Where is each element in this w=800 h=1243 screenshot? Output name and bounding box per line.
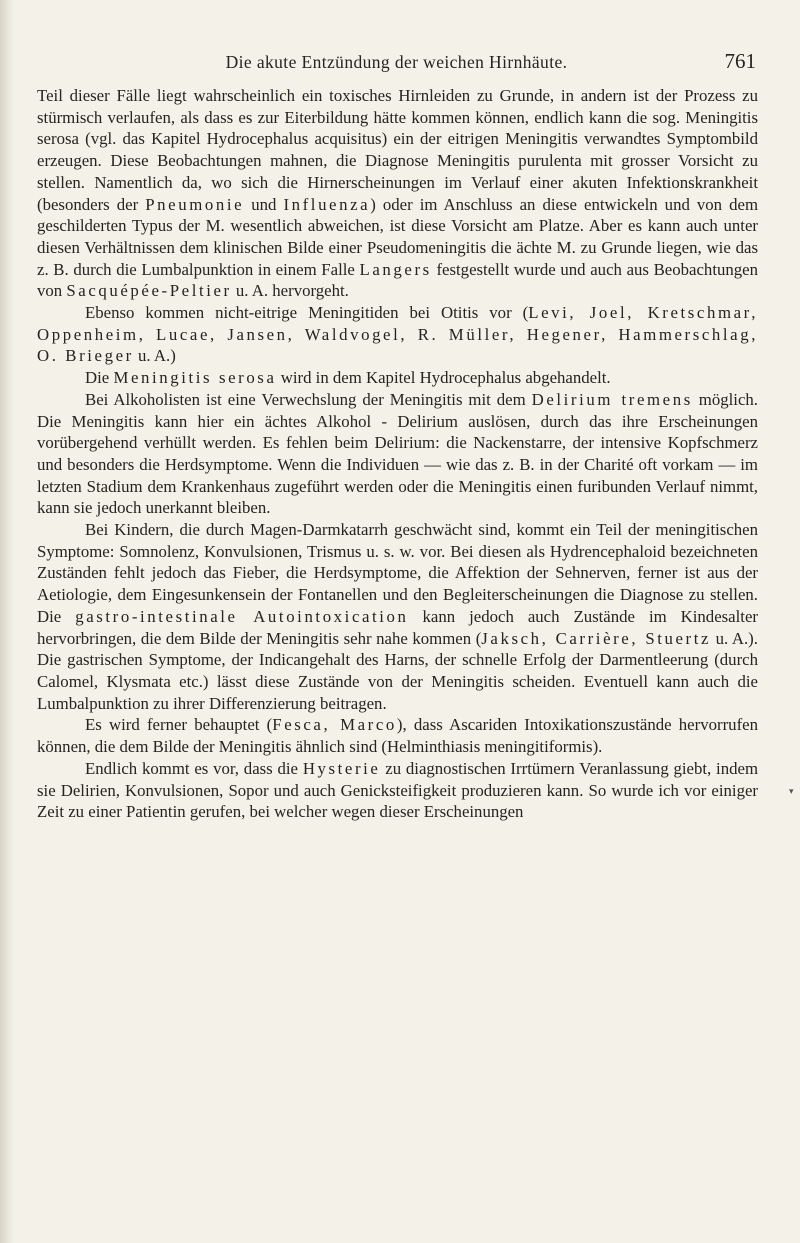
text-run: u. A.) bbox=[133, 346, 176, 366]
text-run: möglich. Die Meningitis kann hier ein ächtes Alkohol - Delirium auslösen, durch das ihre Erscheinungen vorübergehend verhüllt werden. Es fehlen beim Delirium: die Nackenstarre, der intensive Kopfschmerz und besonders die Herdsymptome. Wenn die Individuen — wie das z. B. in der Charité oft vorkam — im letzten Stadium dem Krankenhaus zugeführt werden oder die Meningitis einen furibunden Verlauf nimmt, kann sie jedoch unerkannt bleiben. bbox=[37, 389, 758, 518]
text-run: und bbox=[244, 194, 284, 214]
text-run: Ebenso kommen nicht-eitrige Meningitiden bei Otitis vor ( bbox=[85, 303, 529, 323]
paragraph bbox=[37, 519, 758, 714]
text-run: Endlich kommt es vor, dass die bbox=[85, 758, 303, 778]
text-run: zu diagnostischen Irrtümern Veranlassung giebt, indem sie Delirien, Konvulsionen, Sopor und auch Genicksteifigkeit produzieren kann. So wurde ich vor einiger Zeit zu einer Patientin gerufen, bei welcher wegen dieser Erscheinungen bbox=[37, 758, 758, 822]
paragraph bbox=[37, 85, 758, 302]
paragraph bbox=[37, 714, 758, 757]
page-number: 761 bbox=[724, 49, 756, 73]
text-run: Teil dieser Fälle liegt wahrscheinlich ein toxisches Hirnleiden zu Grunde, in andern ist der Prozess zu stürmisch verlaufen, als dass es zur Eiterbildung hätte kommen können, endlich kann die sog. Meningitis serosa (vgl. das Kapitel Hydrocephalus acquisitus) ein der eitrigen Meningitis verwandtes Symptombild erzeugen. Diese Beobachtungen mahnen, die Diagnose Meningitis purulenta mit grosser Vorsicht zu stellen. Namentlich da, wo sich die Hirnerscheinungen im Verlauf einer akuten Infektionskrankheit (besonders der bbox=[37, 86, 758, 214]
text-run: wird in dem Kapitel Hydrocephalus abgehandelt. bbox=[276, 368, 611, 388]
emphasis-spaced: Influenza bbox=[283, 194, 371, 214]
emphasis-spaced: Sacquépée-Peltier bbox=[66, 281, 232, 301]
binding-shadow bbox=[0, 0, 14, 1243]
paragraph bbox=[37, 302, 758, 367]
emphasis-spaced: Fesca, Marco bbox=[272, 715, 397, 735]
text-run: ), dass Ascariden Intoxikationszustände hervorrufen können, die dem Bilde der Meningitis ähnlich sind (Helminthiasis meningitiformis). bbox=[37, 715, 758, 757]
paragraph bbox=[37, 389, 758, 519]
text-run: kann jedoch auch Zustände im Kindesalter hervorbringen, die dem Bilde der Meningitis sehr nahe kommen ( bbox=[37, 606, 758, 648]
text-run: Bei Kindern, die durch Magen-Darmkatarrh geschwächt sind, kommt ein Teil der meningitischen Symptome: Somnolenz, Konvulsionen, Trismus u. s. w. vor. Bei diesen als Hydrencephaloid bezeichneten Zuständen fehlt jedoch das Fieber, die Herdsymptome, die Affektion der Sehnerven, ferner ist aus der Aetiologie, dem Eingesunkensein der Fontanellen und den Begleiterscheinungen die Diagnose zu stellen. Die bbox=[37, 520, 758, 626]
text-run: u. A. hervorgeht. bbox=[231, 281, 349, 301]
running-title: Die akute Entzündung der weichen Hirnhäute. bbox=[225, 52, 568, 72]
emphasis-spaced: Hysterie bbox=[302, 758, 381, 778]
text-run: festgestellt wurde und auch aus Beobachtungen von bbox=[37, 259, 758, 301]
emphasis-spaced: Pneumonie bbox=[145, 194, 245, 214]
running-head bbox=[37, 49, 756, 76]
emphasis-spaced: Meningitis serosa bbox=[113, 368, 277, 388]
text-run: Bei Alkoholisten ist eine Verwechslung der Meningitis mit dem bbox=[85, 389, 532, 409]
emphasis-spaced: Delirium tremens bbox=[531, 389, 693, 409]
paragraph bbox=[37, 367, 758, 389]
emphasis-spaced: Levi, Joel, Kretschmar, Oppenheim, Lucae, Jansen, Waldvogel, R. Müller, Hegener, Hammerschlag, O. Brieger bbox=[37, 303, 758, 366]
emphasis-spaced: gastro-intestinale Autointoxication bbox=[75, 606, 409, 626]
text-run: ) oder im Anschluss an diese entwickeln und von dem geschilderten Typus der M. wesentlich abweichen, ist diese Vorsicht am Platze. Aber es kann auch unter diesen Verhältnissen dem klinischen Bilde einer Pseudomeningitis die ächte M. zu Grunde liegen, wie das z. B. durch die Lumbalpunktion in einem Falle bbox=[37, 194, 759, 279]
text-run: u. A.). Die gastrischen Symptome, der Indicangehalt des Harns, der schnelle Erfolg der Darmentleerung (durch Calomel, Klysmata etc.) lässt diese Zustände von der Meningitis scheiden. Eventuell kann auch die Lumbalpunktion zu ihrer Differenzierung beitragen. bbox=[37, 628, 758, 713]
margin-mark: ▾ bbox=[789, 786, 794, 796]
emphasis-spaced: Jaksch, Carrière, Stuertz bbox=[481, 628, 712, 648]
body-text bbox=[37, 85, 758, 823]
paragraph bbox=[37, 758, 758, 823]
text-run: Es wird ferner behauptet ( bbox=[85, 715, 273, 735]
text-run: Die bbox=[85, 368, 114, 388]
emphasis-spaced: Langers bbox=[359, 259, 432, 279]
